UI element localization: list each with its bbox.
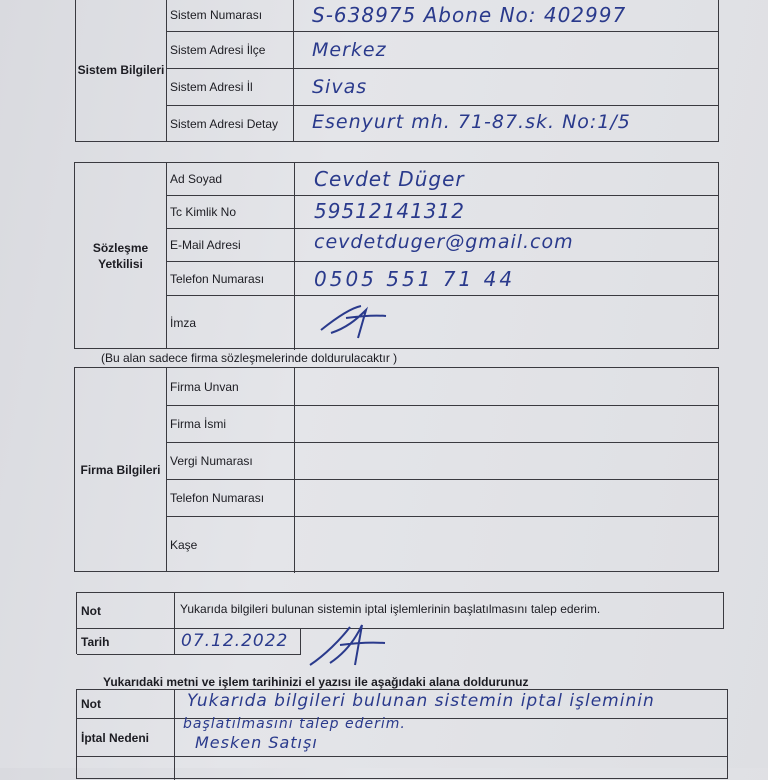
- not-label: Not: [77, 593, 175, 628]
- sozlesme-yetkilisi-table: [74, 162, 719, 349]
- row-telefon: [166, 262, 718, 296]
- el-yazisi-table: [76, 689, 728, 779]
- field-value: Sivas: [312, 76, 368, 98]
- field-label: Tc Kimlik No: [166, 196, 295, 228]
- field-label: Firma Unvan: [166, 368, 295, 405]
- not-text: Yukarıda bilgileri bulunan sistemin iptal işlemlerinin başlatılmasını talep ederim.: [180, 602, 601, 616]
- field-label: Sistem Adresi İlçe: [166, 32, 294, 68]
- field-label: Vergi Numarası: [166, 443, 295, 479]
- row-iptal-nedeni: [77, 716, 727, 757]
- field-label: İmza: [166, 296, 295, 350]
- field-label: E-Mail Adresi: [166, 229, 295, 261]
- row-adres-detay: [166, 106, 718, 141]
- group-label: Sözleşme Yetkilisi: [75, 163, 167, 348]
- field-value: S-638975 Abone No: 402997: [312, 3, 627, 27]
- row-imza: [166, 296, 718, 350]
- talep-table: [76, 592, 724, 654]
- not-label: Not: [77, 690, 175, 718]
- group-label: Firma Bilgileri: [75, 368, 167, 571]
- signature-icon: [300, 615, 390, 675]
- row-firma-unvan: [166, 368, 718, 406]
- field-label: Firma İsmi: [166, 406, 295, 442]
- group-label: Sistem Bilgileri: [76, 0, 167, 141]
- row-tc: [166, 196, 718, 229]
- field-value: cevdetduger@gmail.com: [314, 231, 574, 253]
- field-value: 0505 551 71 44: [314, 267, 516, 291]
- row-firma-ismi: [166, 406, 718, 443]
- tarih-label: Tarih: [77, 629, 175, 654]
- not-value: Yukarıda bilgileri bulunan sistemin iptal işleminin: [187, 691, 655, 711]
- field-label: Telefon Numarası: [166, 262, 295, 295]
- iptal-label: İptal Nedeni: [77, 719, 175, 756]
- instruction-text: Yukarıdaki metni ve işlem tarihinizi el yazısı ile aşağıdaki alana doldurunuz: [103, 675, 529, 689]
- row-sistem-numarasi: [166, 0, 718, 32]
- row-ilce: [166, 32, 718, 69]
- row-il: [166, 69, 718, 106]
- row-tarih: [77, 629, 301, 655]
- firma-bilgileri-table: [74, 367, 719, 572]
- field-label: Ad Soyad: [166, 163, 295, 195]
- field-value: Cevdet Düger: [314, 167, 465, 191]
- row-vergi: [166, 443, 718, 480]
- tarih-value: 07.12.2022: [181, 631, 289, 651]
- field-label: Sistem Adresi İl: [166, 69, 294, 105]
- field-label: Kaşe: [166, 517, 295, 573]
- row-kase: [166, 517, 718, 573]
- field-label: [77, 757, 175, 780]
- row-ad-soyad: [166, 163, 718, 196]
- row-email: [166, 229, 718, 262]
- firma-note: (Bu alan sadece firma sözleşmelerinde doldurulacaktır ): [101, 351, 398, 365]
- field-label: Telefon Numarası: [166, 480, 295, 516]
- field-value: Esenyurt mh. 71-87.sk. No:1/5: [312, 111, 631, 133]
- field-label: Sistem Adresi Detay: [166, 106, 294, 141]
- field-value: Merkez: [312, 39, 387, 61]
- row-firma-telefon: [166, 480, 718, 517]
- field-value: 59512141312: [314, 199, 465, 223]
- row-not-el: [77, 690, 727, 719]
- iptal-value-1: başlatılmasını talep ederim.: [183, 716, 406, 732]
- iptal-value-2: Mesken Satışı: [195, 733, 318, 752]
- sistem-bilgileri-table: [75, 0, 719, 142]
- row-empty: [77, 757, 727, 780]
- signature-icon: [316, 298, 396, 343]
- row-not: [77, 593, 724, 629]
- field-label: Sistem Numarası: [166, 0, 294, 31]
